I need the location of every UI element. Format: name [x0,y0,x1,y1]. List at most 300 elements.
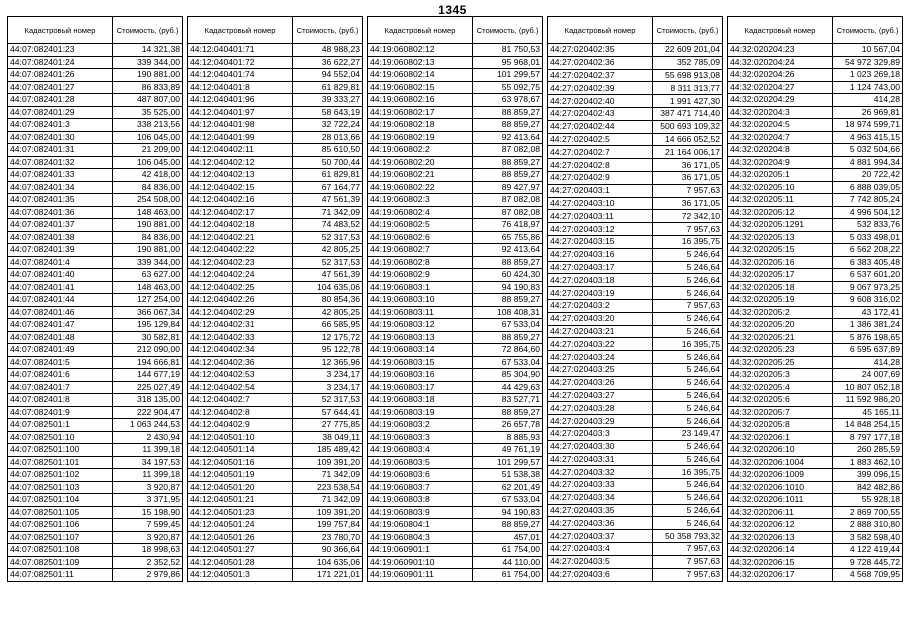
cost-cell: 67 533,04 [473,319,543,332]
table-row [728,431,903,444]
cost-cell: 20 722,42 [833,169,903,182]
cadastral-number-cell: 44:07:082501:109 [8,556,113,569]
cost-cell: 21 164 006,17 [653,146,723,159]
table-row [368,394,543,407]
table-row [368,119,543,132]
table-row [8,344,183,357]
cost-cell: 3 234,17 [293,369,363,382]
cost-cell: 88 859,27 [473,406,543,419]
table-row [548,133,723,146]
cost-cell: 3 582 598,40 [833,531,903,544]
cadastral-number-cell: 44:12:040401:71 [188,44,293,57]
cost-cell: 1 063 244,53 [113,419,183,432]
cadastral-number-cell: 44:27:020403:36 [548,517,653,530]
table-row [548,197,723,210]
cadastral-number-cell: 44:12:040402:29 [188,306,293,319]
cadastral-number-cell: 44:19:060803:9 [368,506,473,519]
table-row [8,356,183,369]
table-row [548,299,723,312]
cost-cell: 5 246,64 [653,376,723,389]
cost-cell: 1 023 269,18 [833,69,903,82]
table-row [548,543,723,556]
cost-cell: 3 920,87 [113,531,183,544]
cadastral-number-cell: 44:27:020403:26 [548,376,653,389]
cadastral-number-cell: 44:32:020206:1011 [728,494,833,507]
cost-cell: 106 045,00 [113,156,183,169]
table-row [368,206,543,219]
table-row [368,456,543,469]
table-row [368,569,543,582]
cadastral-number-cell: 44:19:060802:13 [368,56,473,69]
cost-cell: 51 538,38 [473,469,543,482]
table-row [548,171,723,184]
cost-cell: 5 246,64 [653,504,723,517]
cost-cell: 7 957,63 [653,223,723,236]
table-row [188,519,363,532]
table-row [728,219,903,232]
cadastral-number-cell: 44:07:082401:38 [8,231,113,244]
table-row [8,331,183,344]
cost-cell: 5 246,64 [653,261,723,274]
table-row [188,119,363,132]
table-row [8,419,183,432]
cadastral-number-cell: 44:19:060802:18 [368,119,473,132]
table-row [548,248,723,261]
table-row [188,481,363,494]
table-row [188,456,363,469]
cost-cell: 4 963 415,15 [833,131,903,144]
cadastral-number-cell: 44:12:040402:17 [188,206,293,219]
cost-cell: 49 761,19 [473,444,543,457]
cadastral-number-cell: 44:07:082501:105 [8,506,113,519]
table-row [548,325,723,338]
cadastral-number-cell: 44:19:060803:19 [368,406,473,419]
cost-cell: 47 561,39 [293,269,363,282]
cadastral-number-cell: 44:12:040501:16 [188,456,293,469]
cost-cell: 3 234,17 [293,381,363,394]
cadastral-number-cell: 44:32:020206:11 [728,506,833,519]
cadastral-number-cell: 44:12:040402:15 [188,181,293,194]
table-row [188,144,363,157]
cost-cell: 87 082,08 [473,206,543,219]
table-row [728,456,903,469]
table-row [368,519,543,532]
cost-cell: 10 807 052,18 [833,381,903,394]
table-row [728,419,903,432]
cost-cell: 80 854,36 [293,294,363,307]
table-row [728,169,903,182]
cadastral-number-cell: 44:07:082501:103 [8,481,113,494]
cadastral-number-cell: 44:12:040402:26 [188,294,293,307]
header-cost: Стоимость, (руб.) [473,17,543,44]
table-row [548,351,723,364]
cadastral-number-cell: 44:32:020206:1009 [728,469,833,482]
cadastral-number-cell: 44:12:040401:96 [188,94,293,107]
cost-cell: 5 246,64 [653,363,723,376]
table-row [728,406,903,419]
table-row [188,56,363,69]
cadastral-number-cell: 44:27:020402:8 [548,159,653,172]
cadastral-number-cell: 44:07:082401:8 [8,394,113,407]
cost-cell: 88 859,27 [473,256,543,269]
cadastral-number-cell: 44:07:082401:30 [8,131,113,144]
cost-cell: 190 881,00 [113,244,183,257]
cadastral-number-cell: 44:12:040401:98 [188,119,293,132]
table-row [188,369,363,382]
table-row [368,381,543,394]
cost-cell: 67 533,04 [473,494,543,507]
cost-cell: 5 032 504,66 [833,144,903,157]
cost-cell: 7 742 805,24 [833,194,903,207]
cadastral-number-cell: 44:27:020403:2 [548,299,653,312]
cost-cell: 5 876 198,65 [833,331,903,344]
cadastral-number-cell: 44:27:020402:44 [548,120,653,133]
cadastral-number-cell: 44:19:060802:20 [368,156,473,169]
cost-cell: 4 881 994,34 [833,156,903,169]
cost-cell: 108 408,31 [473,306,543,319]
table-row [8,494,183,507]
table-row [548,517,723,530]
cadastral-number-cell: 44:27:020402:7 [548,146,653,159]
table-row [188,206,363,219]
table-row [548,479,723,492]
cadastral-number-cell: 44:27:020403:33 [548,479,653,492]
header-cost: Стоимость, (руб.) [833,17,903,44]
cost-cell: 6 537 601,20 [833,269,903,282]
table-row [188,306,363,319]
cadastral-number-cell: 44:07:082401:49 [8,344,113,357]
cost-cell: 171 221,01 [293,569,363,582]
cost-cell: 36 171,05 [653,197,723,210]
table-row [188,219,363,232]
table-row [8,506,183,519]
cost-cell: 30 582,81 [113,331,183,344]
cost-cell: 92 413,64 [473,131,543,144]
cost-cell: 338 213,56 [113,119,183,132]
cadastral-number-cell: 44:12:040501:3 [188,569,293,582]
table-row [188,444,363,457]
table-row [8,456,183,469]
cost-cell: 1 124 743,00 [833,81,903,94]
table-row [548,287,723,300]
cost-cell: 44 110,00 [473,556,543,569]
cost-cell: 101 299,57 [473,69,543,82]
table-row [8,406,183,419]
table-row [548,210,723,223]
table-row [188,406,363,419]
cost-cell: 76 418,97 [473,219,543,232]
table-row [368,356,543,369]
cost-cell: 5 246,64 [653,325,723,338]
cost-cell: 2 979,86 [113,569,183,582]
cost-cell: 16 395,75 [653,466,723,479]
table-row [188,494,363,507]
cost-cell: 5 246,64 [653,312,723,325]
cadastral-number-cell: 44:32:020204:23 [728,44,833,57]
table-row [188,556,363,569]
cadastral-number-cell: 44:12:040501:20 [188,481,293,494]
cost-cell: 88 859,27 [473,294,543,307]
table-row [728,256,903,269]
table-row [368,144,543,157]
table-row [728,394,903,407]
cadastral-number-cell: 44:32:020206:15 [728,556,833,569]
cost-cell: 7 957,63 [653,543,723,556]
cost-cell: 254 508,00 [113,194,183,207]
cadastral-number-cell: 44:19:060802:19 [368,131,473,144]
cost-cell: 194 666,81 [113,356,183,369]
cadastral-number-cell: 44:07:082401:41 [8,281,113,294]
table-row [728,44,903,57]
cadastral-number-cell: 44:32:020206:10 [728,444,833,457]
cadastral-number-cell: 44:27:020402:43 [548,107,653,120]
table-row [188,131,363,144]
cost-cell: 44 429,63 [473,381,543,394]
table-row [8,244,183,257]
table-row [368,256,543,269]
cadastral-number-cell: 44:19:060901:1 [368,544,473,557]
table-row [8,294,183,307]
cost-cell: 84 836,00 [113,181,183,194]
table-row [548,555,723,568]
table-row [368,306,543,319]
table-row [368,481,543,494]
cost-cell: 4 122 419,44 [833,544,903,557]
table-row [188,469,363,482]
cost-cell: 48 988,23 [293,44,363,57]
table-row [8,44,183,57]
cost-cell: 71 342,09 [293,469,363,482]
cadastral-number-cell: 44:27:020403:34 [548,491,653,504]
cadastral-table [187,16,363,582]
cadastral-number-cell: 44:27:020403:3 [548,427,653,440]
cost-cell: 414,28 [833,94,903,107]
cost-cell: 9 067 973,25 [833,281,903,294]
table-row [8,369,183,382]
cost-cell: 318 135,00 [113,394,183,407]
cost-cell: 9 728 445,72 [833,556,903,569]
cost-cell: 55 928,18 [833,494,903,507]
cadastral-number-cell: 44:12:040402:24 [188,269,293,282]
cost-cell: 81 750,53 [473,44,543,57]
cost-cell: 7 957,63 [653,568,723,581]
table-row [728,119,903,132]
cost-cell: 487 807,00 [113,94,183,107]
header-cadastral-number: Кадастровый номер [368,17,473,44]
cadastral-number-cell: 44:12:040402:54 [188,381,293,394]
cadastral-number-cell: 44:27:020403:10 [548,197,653,210]
cost-cell: 842 482,86 [833,481,903,494]
cadastral-number-cell: 44:27:020403:11 [548,210,653,223]
table-row [368,81,543,94]
cadastral-number-cell: 44:12:040402:21 [188,231,293,244]
cadastral-number-cell: 44:07:082401:34 [8,181,113,194]
cadastral-number-cell: 44:19:060802:5 [368,219,473,232]
table-row [368,181,543,194]
cost-cell: 42 418,00 [113,169,183,182]
cost-cell: 5 246,64 [653,491,723,504]
cadastral-number-cell: 44:12:040501:10 [188,431,293,444]
table-row [548,56,723,69]
table-row [188,319,363,332]
cost-cell: 57 644,41 [293,406,363,419]
cost-cell: 84 836,00 [113,231,183,244]
cost-cell: 500 693 109,32 [653,120,723,133]
table-row [368,44,543,57]
cost-cell: 86 833,89 [113,81,183,94]
cadastral-number-cell: 44:27:020403:37 [548,530,653,543]
cost-cell: 61 754,00 [473,569,543,582]
table-row [188,106,363,119]
table-row [188,506,363,519]
cadastral-number-cell: 44:32:020205:19 [728,294,833,307]
table-row [8,281,183,294]
cadastral-number-cell: 44:07:082401:27 [8,81,113,94]
cadastral-number-cell: 44:07:082401:4 [8,256,113,269]
table-row [8,319,183,332]
cadastral-number-cell: 44:12:040401:72 [188,56,293,69]
table-row [188,394,363,407]
table-row [728,381,903,394]
table-row [368,281,543,294]
table-row [728,144,903,157]
cadastral-table [7,16,183,582]
table-row [728,356,903,369]
cadastral-number-cell: 44:12:040402:25 [188,281,293,294]
table-row [8,219,183,232]
cadastral-number-cell: 44:19:060901:10 [368,556,473,569]
table-row [728,369,903,382]
cadastral-number-cell: 44:32:020205:1291 [728,219,833,232]
table-row [548,363,723,376]
table-row [548,402,723,415]
cadastral-number-cell: 44:32:020206:12 [728,519,833,532]
cadastral-number-cell: 44:32:020205:16 [728,256,833,269]
table-row [8,519,183,532]
cadastral-number-cell: 44:12:040501:23 [188,506,293,519]
cost-cell: 11 399,18 [113,444,183,457]
table-row [368,531,543,544]
cost-cell: 5 246,64 [653,248,723,261]
table-row [188,231,363,244]
cadastral-number-cell: 44:19:060802:3 [368,194,473,207]
cadastral-number-cell: 44:07:082401:47 [8,319,113,332]
table-row [728,294,903,307]
cost-cell: 26 657,78 [473,419,543,432]
cadastral-number-cell: 44:07:082501:102 [8,469,113,482]
table-row [188,256,363,269]
cost-cell: 94 190,83 [473,506,543,519]
cadastral-number-cell: 44:27:020403:17 [548,261,653,274]
cost-cell: 1 883 462,10 [833,456,903,469]
cost-cell: 109 391,20 [293,456,363,469]
cost-cell: 85 610,50 [293,144,363,157]
cost-cell: 72 864,60 [473,344,543,357]
table-row [8,569,183,582]
cost-cell: 223 538,54 [293,481,363,494]
cadastral-number-cell: 44:19:060802:16 [368,94,473,107]
cadastral-number-cell: 44:07:082401:46 [8,306,113,319]
cost-cell: 66 585,95 [293,319,363,332]
cost-cell: 43 172,41 [833,306,903,319]
cadastral-number-cell: 44:12:040401:8 [188,81,293,94]
cost-cell: 88 859,27 [473,119,543,132]
cadastral-number-cell: 44:27:020403:18 [548,274,653,287]
table-row [8,394,183,407]
cadastral-number-cell: 44:07:082401:35 [8,194,113,207]
table-row [8,306,183,319]
cost-cell: 148 463,00 [113,281,183,294]
table-row [188,544,363,557]
table-row [368,269,543,282]
cadastral-number-cell: 44:32:020204:7 [728,131,833,144]
table-row [728,81,903,94]
cadastral-number-cell: 44:19:060802:15 [368,81,473,94]
table-row [548,120,723,133]
table-row [8,194,183,207]
table-row [548,82,723,95]
cadastral-number-cell: 44:19:060802:6 [368,231,473,244]
cost-cell: 457,01 [473,531,543,544]
cadastral-number-cell: 44:12:040501:26 [188,531,293,544]
cost-cell: 2 888 310,80 [833,519,903,532]
cost-cell: 339 344,00 [113,56,183,69]
table-row [8,269,183,282]
cost-cell: 58 643,19 [293,106,363,119]
cost-cell: 185 489,42 [293,444,363,457]
cost-cell: 339 344,00 [113,256,183,269]
cost-cell: 62 201,49 [473,481,543,494]
cost-cell: 21 209,00 [113,144,183,157]
cost-cell: 190 881,00 [113,219,183,232]
cadastral-number-cell: 44:27:020403:29 [548,415,653,428]
cadastral-number-cell: 44:19:060802:8 [368,256,473,269]
cost-cell: 83 527,71 [473,394,543,407]
table-row [368,94,543,107]
table-row [548,440,723,453]
cost-cell: 32 722,24 [293,119,363,132]
cadastral-number-cell: 44:12:040402:16 [188,194,293,207]
cost-cell: 22 609 201,04 [653,44,723,57]
table-row [8,131,183,144]
cost-cell: 63 978,67 [473,94,543,107]
table-row [728,269,903,282]
cadastral-number-cell: 44:32:020205:7 [728,406,833,419]
cadastral-number-cell: 44:27:020403:19 [548,287,653,300]
cadastral-number-cell: 44:32:020204:3 [728,106,833,119]
cadastral-number-cell: 44:19:060803:14 [368,344,473,357]
cadastral-number-cell: 44:32:020205:6 [728,394,833,407]
table-row [728,306,903,319]
table-row [368,156,543,169]
cost-cell: 45 165,11 [833,406,903,419]
cost-cell: 144 677,19 [113,369,183,382]
table-row [8,144,183,157]
cost-cell: 26 969,81 [833,106,903,119]
cost-cell: 65 755,86 [473,231,543,244]
cost-cell: 1 386 381,24 [833,319,903,332]
cost-cell: 109 391,20 [293,506,363,519]
table-row [8,231,183,244]
table-row [368,369,543,382]
cadastral-number-cell: 44:19:060804:1 [368,519,473,532]
cadastral-number-cell: 44:27:020403:16 [548,248,653,261]
cadastral-number-cell: 44:27:020402:39 [548,82,653,95]
cadastral-number-cell: 44:19:060803:5 [368,456,473,469]
cost-cell: 195 129,84 [113,319,183,332]
table-row [548,504,723,517]
cadastral-number-cell: 44:19:060802:17 [368,106,473,119]
